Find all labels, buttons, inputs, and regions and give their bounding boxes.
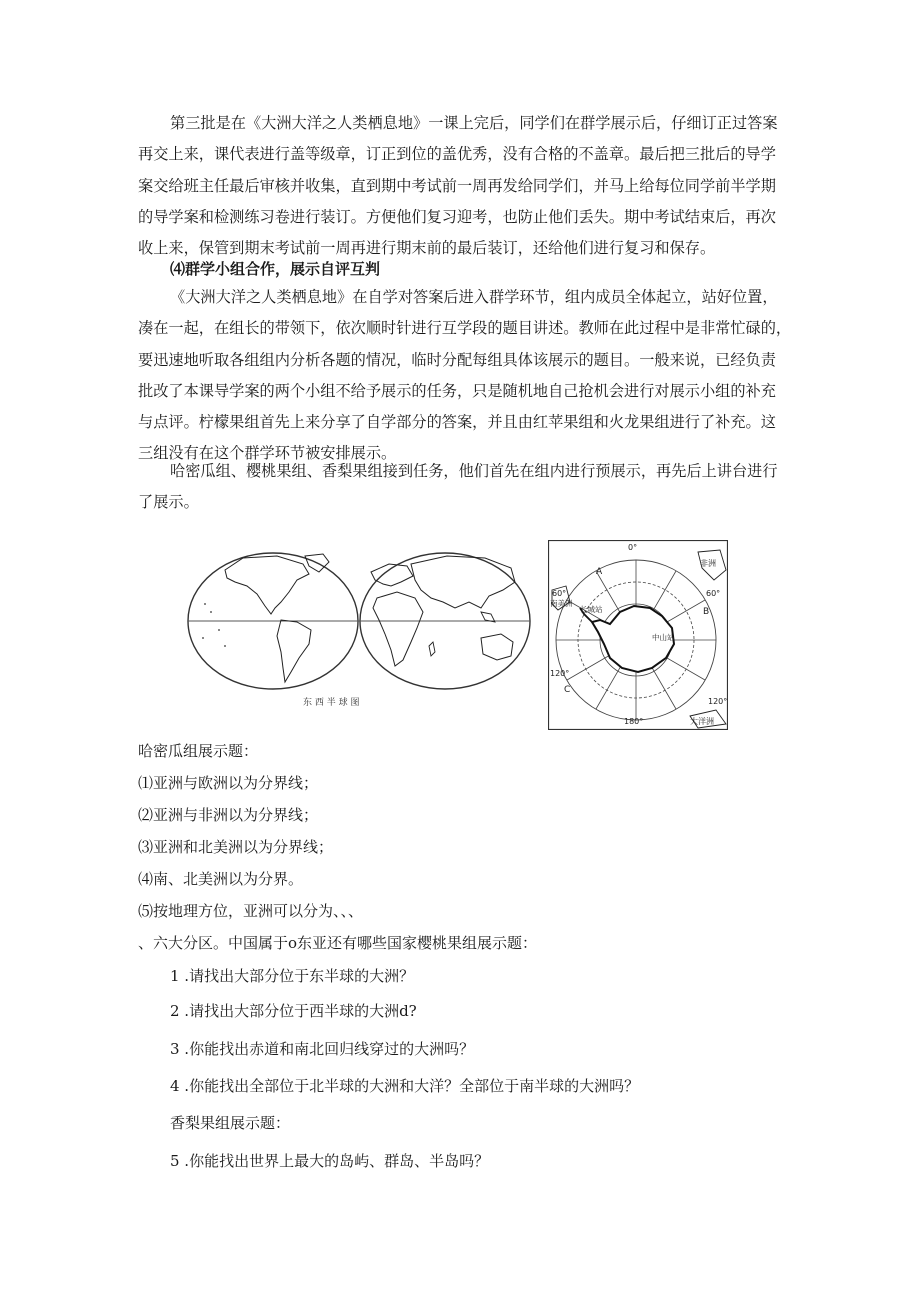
label-180-degree: 180° (624, 717, 644, 726)
section-heading: ⑷群学小组合作，展示自评互判 (170, 260, 381, 278)
hemisphere-map (185, 542, 535, 712)
label-changcheng-station: 长城站 (580, 605, 603, 614)
label-0-degree: 0° (628, 543, 638, 552)
text-line: 三组没有在这个群学环节被安排展示。 (138, 444, 397, 463)
text-line: 与点评。柠檬果组首先上来分享了自学部分的答案，并且由红苹果组和火龙果组进行了补充。这 (138, 413, 776, 432)
text-line: 收上来，保管到期末考试前一周再进行期末前的最后装订，还给他们进行复习和保存。 (138, 239, 716, 258)
text-line: 要迅速地听取各组组内分析各题的情况，临时分配每组具体该展示的题目。一般来说，已经负责 (138, 350, 776, 369)
label-region-b: B (703, 607, 710, 617)
text-line: 案交给班主任最后审核并收集，直到期中考试前一周再发给同学们，并马上给每位同学前半学期 (138, 176, 776, 195)
cherry-question-4: 4 .你能找出全部位于北半球的大洲和大洋？全部位于南半球的大洲吗？ (170, 1077, 640, 1095)
text-line: 第三批是在《大洲大洋之人类栖息地》一课上完后，同学们在群学展示后，仔细订正过答案 (170, 114, 778, 132)
antarctic-map-figure (548, 540, 728, 730)
hami-question-4: ⑷南、北美洲以为分界。 (138, 870, 304, 888)
hami-group-title: 哈密瓜组展示题： (138, 742, 259, 760)
hemisphere-map-figure (185, 542, 535, 712)
hami-question-5: ⑸按地理方位，亚洲可以分为、、、 (138, 902, 364, 920)
hemisphere-caption: 东 西 半 球 图 (303, 698, 360, 708)
cherry-question-2: 2 .请找出大部分位于西半球的大洲d? (170, 1002, 417, 1020)
label-zhongshan-station: 中山站 (652, 633, 675, 642)
paragraph-third-batch (138, 108, 788, 264)
text-line: 《大洲大洋之人类栖息地》在自学对答案后进入群学环节，组内成员全体起立，站好位置， (170, 288, 778, 306)
label-region-c: C (564, 685, 571, 695)
text-line: 批改了本课导学案的两个小组不给予展示的任务，只是随机地自己抢机会进行对展示小组的补充 (138, 381, 776, 400)
paragraph-group-study (138, 282, 792, 470)
cherry-question-1: 1 .请找出大部分位于东半球的大洲？ (170, 967, 415, 985)
pear-question-5: 5 .你能找出世界上最大的岛屿、群岛、半岛吗？ (170, 1152, 490, 1170)
hami-question-1: ⑴亚洲与欧洲以为分界线； (138, 774, 319, 792)
pear-group-title: 香梨果组展示题： (170, 1114, 291, 1132)
label-120w-degree: 120° (550, 669, 570, 678)
hami-question-2: ⑵亚洲与非洲以为分界线； (138, 806, 319, 824)
paragraph-presentation-groups (138, 456, 788, 519)
hami-question-3: ⑶亚洲和北美洲以为分界线； (138, 838, 334, 856)
text-line: 的导学案和检测练习卷进行装订。方便他们复习迎考，也防止他们丢失。期中考试结束后，再次 (138, 207, 776, 226)
text-line: 再交上来，课代表进行盖等级章，订正到位的盖优秀，没有合格的不盖章。最后把三批后的导学 (138, 145, 776, 164)
antarctic-map (548, 540, 728, 730)
label-60e-degree: 60° (706, 589, 721, 598)
label-120e-degree: 120° (708, 697, 728, 706)
label-south-america: 南美洲 (550, 599, 573, 608)
label-oceania: 大洋洲 (690, 717, 714, 726)
hami-question-5-continued: 、六大分区。中国属于o东亚还有哪些国家樱桃果组展示题： (138, 934, 538, 952)
label-region-a: A (596, 567, 603, 577)
label-60w-degree: 60° (552, 589, 567, 598)
text-line: 凑在一起，在组长的带领下，依次顺时针进行互学段的题目讲述。教师在此过程中是非常忙碌的， (138, 319, 792, 338)
label-africa: 非洲 (700, 559, 716, 568)
text-line: 了展示。 (138, 493, 199, 512)
cherry-question-3: 3 .你能找出赤道和南北回归线穿过的大洲吗？ (170, 1040, 475, 1058)
text-line: 哈密瓜组、樱桃果组、香梨果组接到任务，他们首先在组内进行预展示，再先后上讲台进行 (170, 462, 778, 480)
